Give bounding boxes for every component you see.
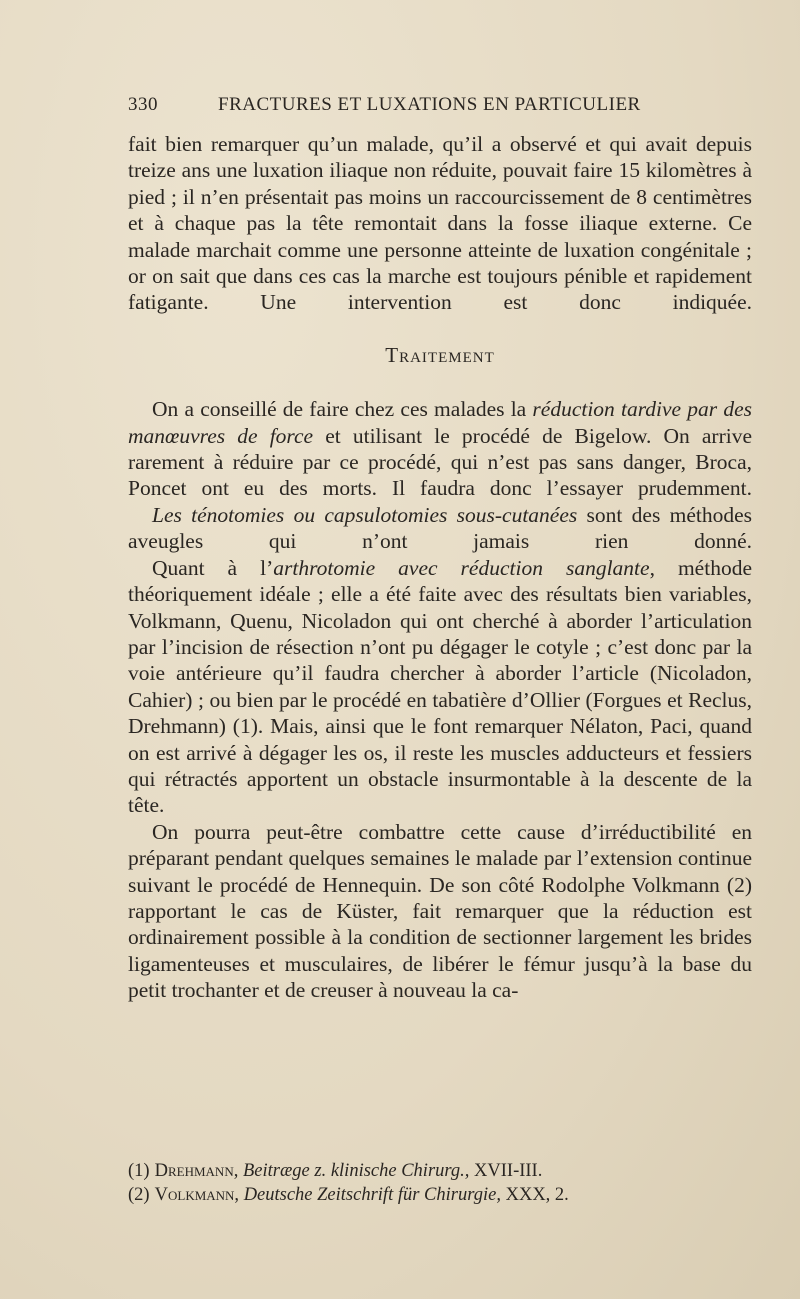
paragraph-1 (128, 131, 752, 316)
paragraph-4-text-a: Quant à l’ (152, 555, 274, 580)
paragraph-5 (128, 819, 752, 1004)
footnotes (128, 1159, 752, 1207)
page-number: 330 (128, 94, 158, 115)
paragraph-4 (128, 555, 752, 819)
paragraph-3-emphasis: Les ténotomies ou capsulotomies sous-cutanées (152, 502, 578, 527)
paragraph-1-text: fait bien remarquer qu’un malade, qu’il a observé et qui avait depuis treize ans une luxation iliaque non réduite, pouvait faire 15 kilomètres à pied ; il n’en présentait pas moins un raccourcissement de 8 centimètres et à chaque pas la tête remontait dans la fosse iliaque externe. Ce malade marchait comme une personne atteinte de luxation congénitale ; or on sait que dans ces cas la marche est toujours pénible et rapidement fatigante. Une intervention est donc indiquée. (128, 132, 752, 315)
footnote-2-ref: XXX, 2. (505, 1185, 569, 1205)
paragraph-3 (128, 502, 752, 555)
paragraph-4-emphasis: arthrotomie avec réduction sanglante (273, 555, 650, 580)
paragraph-3-text: sont des méthodes aveugles qui n’ont jamais rien donné. (128, 502, 752, 554)
footnote-2-author: Volkmann, (154, 1185, 240, 1205)
body-text (128, 131, 752, 1004)
paragraph-2 (128, 396, 752, 502)
footnote-2 (128, 1183, 752, 1207)
footnote-2-work: Deutsche Zeitschrift für Chirurgie, (243, 1185, 501, 1205)
paragraph-2-emphasis: réduction tardive par des manœuvres de force (128, 397, 752, 448)
footnote-1-author: Drehmann, (154, 1161, 239, 1181)
paragraph-2-text-a: On a conseillé de faire chez ces malades la (152, 397, 533, 422)
footnote-1 (128, 1159, 752, 1183)
footnote-1-ref: XVII-III. (474, 1161, 543, 1181)
running-head (128, 94, 760, 124)
footnote-2-number: (2) (128, 1185, 150, 1205)
paragraph-4-text-c: , méthode théoriquement idéale ; elle a été faite avec des résultats bien variables, Volkmann, Quenu, Nicoladon qui ont cherché à aborder l’articulation par l’incision de résection n’ont pu dégager le cotyle ; c’est donc par la voie antérieure qu’il faudra chercher à aborder l’article (Nicoladon, Cahier) ; ou bien par le procédé en tabatière d’Ollier (Forgues et Reclus, Drehmann) (1). Mais, ainsi que le font remarquer Nélaton, Paci, quand on est arrivé à dégager les os, il reste les muscles adducteurs et fessiers qui rétractés apportent un obstacle insurmontable à la descente de la tête. (128, 555, 752, 818)
running-title: FRACTURES ET LUXATIONS EN PARTICULIER (218, 94, 641, 115)
paragraph-2-text-c: et utilisant le procédé de Bigelow. On arrive rarement à réduire par ce procédé, qui n’est pas sans danger, Broca, Poncet ont eu des morts. Il faudra donc l’essayer prudemment. (128, 423, 752, 501)
section-heading: Traitement (385, 342, 495, 367)
footnote-1-number: (1) (128, 1161, 150, 1181)
paragraph-5-text: On pourra peut-être combattre cette cause d’irréductibilité en préparant pendant quelques semaines le malade par l’extension continue suivant le procédé de Hennequin. De son côté Rodolphe Volkmann (2) rapportant le cas de Küster, fait remarquer que la réduction est ordinairement possible à la condition de sectionner largement les brides ligamenteuses et musculaires, de libérer le fémur jusqu’à la base du petit trochanter et de creuser à nouveau la ca- (128, 819, 752, 1003)
footnote-1-work: Beitræge z. klinische Chirurg., (242, 1161, 470, 1181)
